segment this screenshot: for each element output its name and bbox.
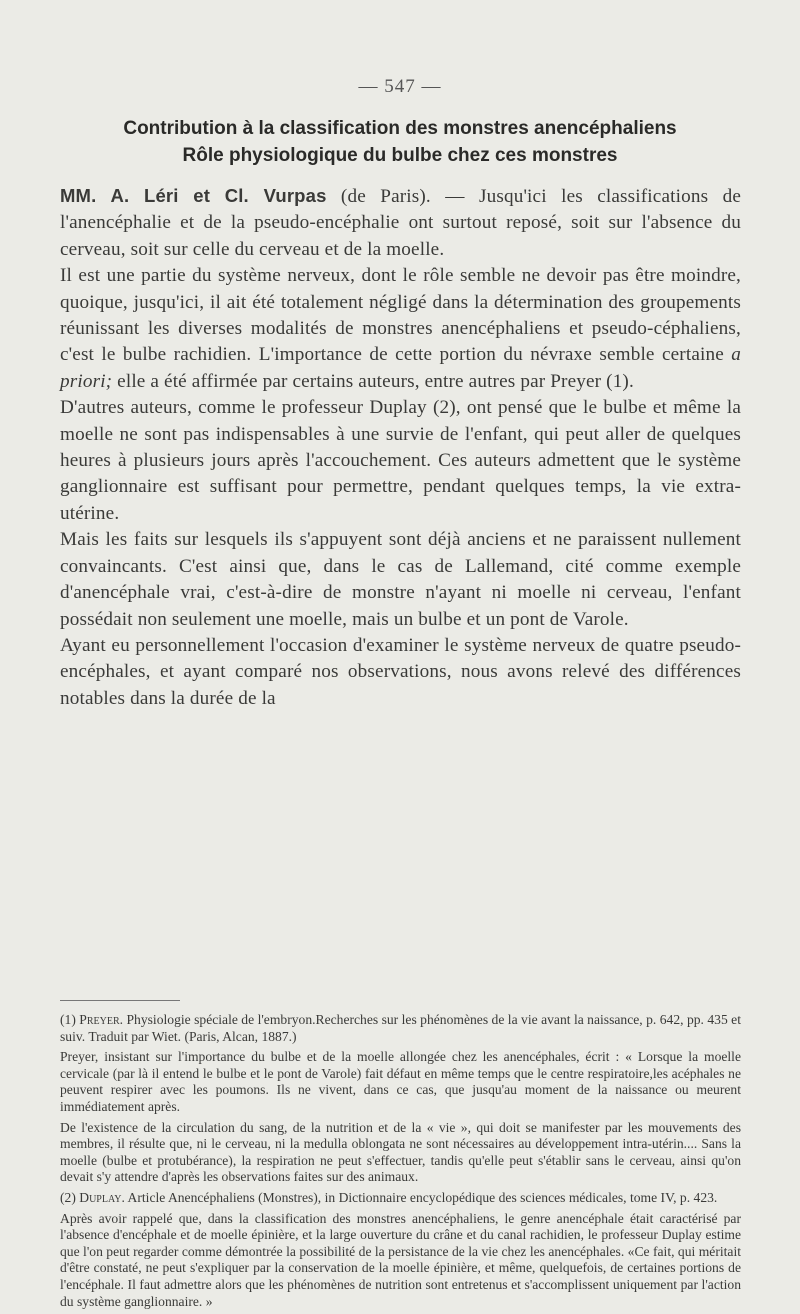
paragraph-1-text: (de Paris). — Jusqu'ici les classifications de l'anencéphalie et de la pseudo-encéphalie ont surtout reposé, soit sur l'absence du cerveau, soit sur celle du cerveau et de la moelle. [60,186,741,260]
article-title: Contribution à la classification des monstres anencéphaliens [123,118,677,139]
footnote-1-author: Preyer. [79,1012,124,1027]
article-subtitle: Rôle physiologique du bulbe chez ces monstres [182,145,618,166]
footnote-2-text: Article Anencéphaliens (Monstres), in Dictionnaire encyclopédique des sciences médicales, tome IV, p. 423. [124,1189,718,1205]
footnote-1-para-2: Preyer, insistant sur l'importance du bulbe et de la moelle allongée chez les anencéphales, écrit : « Lorsque la moelle cervicale (par là il entend le bulbe et le pont de Varole) fait défaut en même temps que le centre respiratoire,les acéphales ne peuvent respirer avec les poumons. Ils ne vivent, dans ce cas, que jusqu'au moment de la naissance ou meurent immédiatement après. [60,1049,741,1114]
footnote-2-author: Duplay. [79,1189,125,1205]
paragraph-4: Mais les faits sur lesquels ils s'appuyent sont déjà anciens et ne paraissent nullement convaincants. C'est ainsi que, dans le cas de Lallemand, cité comme exemple d'anencéphale vrai, c'est-à-dire de monstre n'ayant ni moelle ni cerveau, l'enfant possédait non seulement une moelle, mais un bulbe et un pont de Varole. [60,529,741,630]
footnote-1 [60,1012,741,1045]
paragraph-2 [60,263,741,395]
footnote-1-para-3: De l'existence de la circulation du sang, de la nutrition et de la « vie », qui doit se manifester par les mouvements des membres, il résulte que, ni le cerveau, ni la medulla oblongata ne sont nécessaires au développement intra-utérin.... Sans la moelle (bulbe et protubérance), la respiration ne peut s'effectuer, tandis qu'elle peut s'établir sans le cerveau, ainsi qu'on devait s'y attendre d'après les observations faites sur des animaux. [60,1119,741,1185]
footnote-2-para-2: Après avoir rappelé que, dans la classification des monstres anencéphaliens, le genre anencéphale était caractérisé par l'absence d'encéphale et de moelle épinière, et la large ouverture du crâne et du canal rachidien, le professeur Duplay estime que l'on peut regarder comme démontrée la possibilité de la persistance de la vie chez les anencéphales. «Ce fait, qui méritait d'être constaté, ne peut s'expliquer par la conservation de la moelle épinière, et même, quelquefois, de certaines portions de l'encéphale. Il faut admettre alors que les phénomènes de nutrition sont entretenus et s'accomplissent uniquement par l'action du système ganglionnaire. » [60,1210,741,1309]
footnotes [60,1012,741,1314]
paragraph-2-italic: a priori; [60,344,741,392]
paragraph-1 [60,183,741,263]
article-body [60,183,741,712]
footnote-1-text: Physiologie spéciale de l'embryon.Recherches sur les phénomènes de la vie avant la naissance, p. 642, pp. 435 et suiv. Traduit par Wiet. (Paris, Alcan, 1887.) [60,1012,741,1044]
paragraph-5: Ayant eu personnellement l'occasion d'examiner le système nerveux de quatre pseudo-encéphales, et ayant comparé nos observations, nous avons relevé des différences notables dans la durée de la [60,634,741,709]
authors: MM. A. Léri et Cl. Vurpas [60,185,327,206]
paragraph-3: D'autres auteurs, comme le professeur Duplay (2), ont pensé que le bulbe et même la moelle ne sont pas indispensables à une survie de l'enfant, qui peut aller de quelques heures à plusieurs jours après l'accouchement. Ces auteurs admettent que le système ganglionnaire est suffisant pour permettre, pendant quelques temps, la vie extra-utérine. [60,397,741,524]
footnote-2 [60,1190,741,1207]
paragraph-2-text-b: elle a été affirmée par certains auteurs, entre autres par Preyer (1). [112,370,634,392]
footnote-1-number: (1) [60,1012,76,1027]
footnote-divider [60,1000,180,1001]
page-number: — 547 — [358,76,442,97]
footnote-2-number: (2) [60,1189,76,1205]
paragraph-2-text-a: Il est une partie du système nerveux, dont le rôle semble ne devoir pas être moindre, quoique, jusqu'ici, il ait été totalement négligé dans la détermination des groupements réunissant les diverses modalités de monstres anencéphaliens et pseudo-céphaliens, c'est le bulbe rachidien. L'importance de cette portion du névraxe semble certaine [60,265,741,366]
